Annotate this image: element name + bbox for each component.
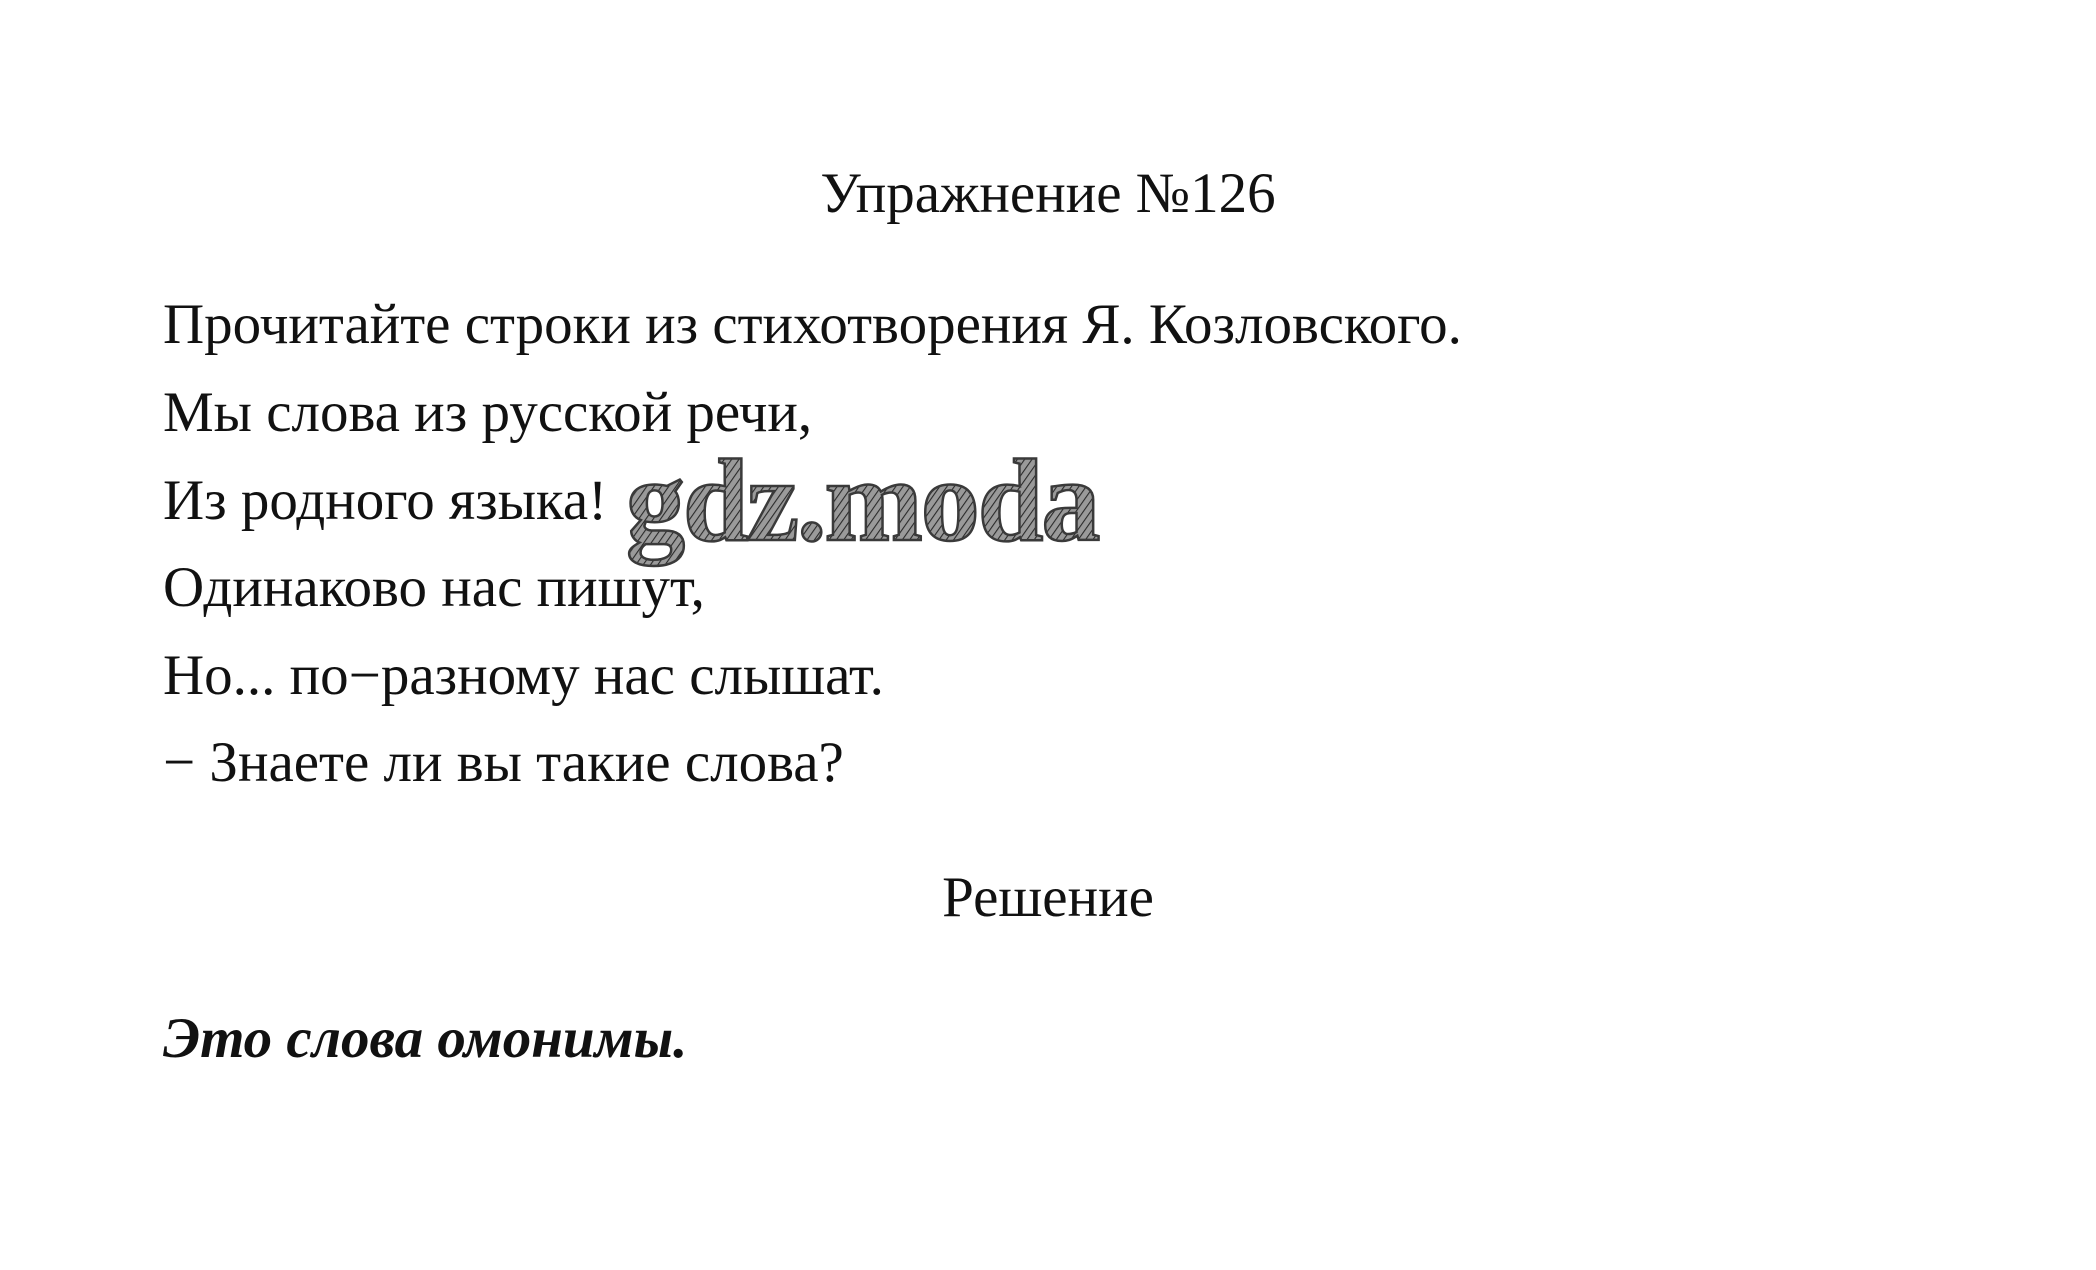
poem-line-4: Но... по−разному нас слышат. — [163, 644, 884, 707]
exercise-title: Упражнение №126 — [820, 162, 1276, 225]
watermark-logo — [620, 440, 1220, 570]
instruction-text: Прочитайте строки из стихотворения Я. Козловского. — [163, 293, 1462, 356]
poem-line-1: Мы слова из русской речи, — [163, 381, 813, 444]
question-text: − Знаете ли вы такие слова? — [163, 731, 844, 794]
watermark-text: gdz.moda — [626, 440, 1099, 566]
poem-line-2: Из родного языка! — [163, 469, 608, 532]
answer-text: Это слова омонимы. — [163, 1007, 688, 1070]
poem-line-3: Одинаково нас пишут, — [163, 556, 705, 619]
solution-heading: Решение — [942, 866, 1154, 929]
